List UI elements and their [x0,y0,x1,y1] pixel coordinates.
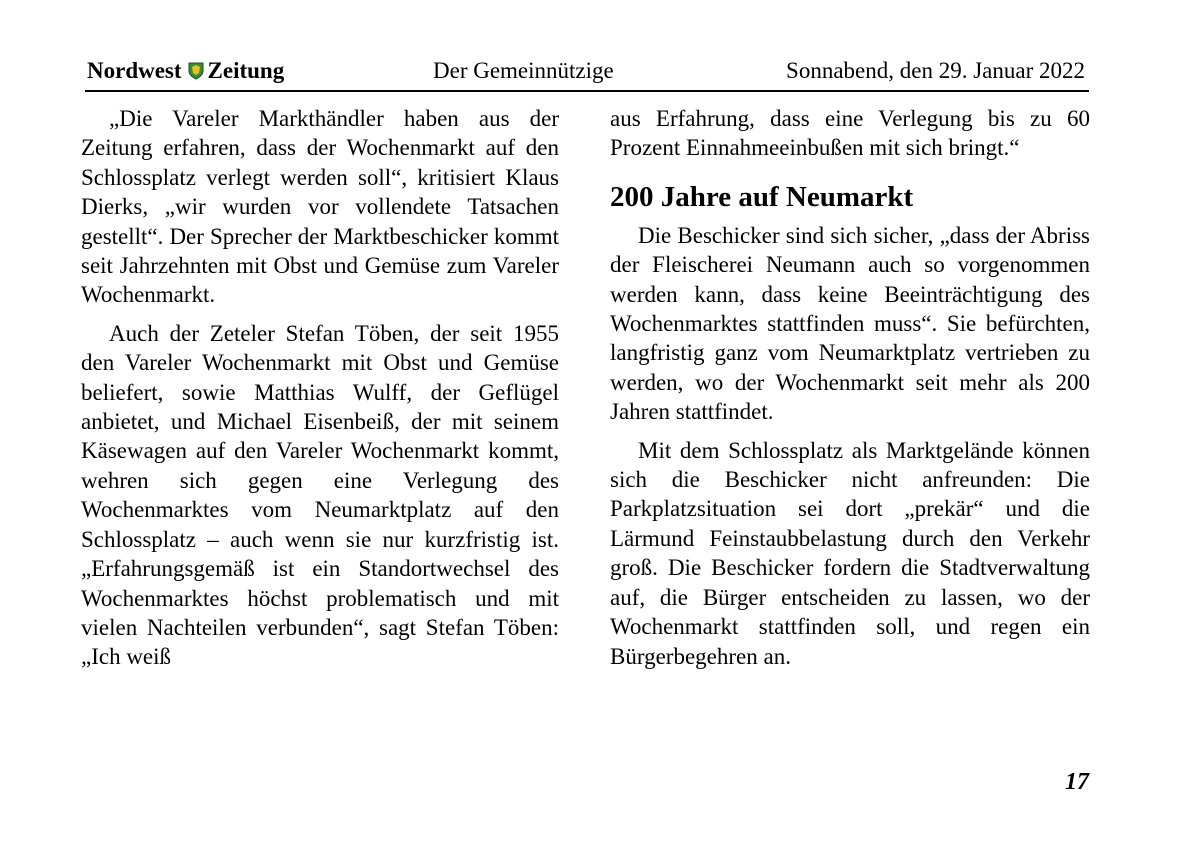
masthead [87,58,284,84]
paragraph-1: „Die Vareler Markthändler haben aus der Zeitung erfahren, dass der Wochenmarkt auf den Schlossplatz verlegt werden soll“, kritisiert Klaus Dierks, „wir wurden vor vollendete Tatsachen gestellt“. Der Sprecher der Marktbeschicker kommt seit Jahrzehnten mit Obst und Gemüse zum Vareler Wochenmarkt. [81,106,559,308]
left-column [81,104,559,681]
masthead-right: Zeitung [207,58,285,83]
coat-of-arms-icon [188,62,204,80]
paragraph-continuation: aus Erfahrung, dass eine Verlegung bis zu 60 Prozent Einnahmeeinbußen mit sich bringt.“ [610,106,1090,161]
issue-date: Sonnabend, den 29. Januar 2022 [786,58,1085,83]
page-header [85,56,1089,92]
section-title: Der Gemeinnützige [433,58,614,83]
subheading: 200 Jahre auf Neumarkt [610,180,914,213]
right-column [610,104,1090,680]
page-number: 17 [1065,769,1089,795]
paragraph-2: Auch der Zeteler Stefan Töben, der seit 1955 den Vareler Wochenmarkt mit Obst und Gemüse beliefert, sowie Matthias Wulff, der Geflügel anbietet, und Michael Eisenbeiß, der mit seinem Käsewagen auf den Vareler Wochenmarkt kommt, wehren sich gegen eine Verlegung des Wochenmarktes vom Neumarktplatz auf den Schlossplatz – auch wenn sie nur kurzfristig ist. „Erfahrungsgemäß ist ein Standortwechsel des Wochenmarktes höchst problematisch und mit vielen Nachteilen verbunden“, sagt Stefan Töben: „Ich weiß [81,320,559,670]
masthead-left: Nordwest [87,58,182,83]
paragraph-3: Die Beschicker sind sich sicher, „dass der Abriss der Fleischerei Neumann auch so vorgenommen werden kann, dass keine Beeinträchtigung des Wochenmarktes stattfinden muss“. Sie befürchten, langfristig ganz vom Neumarktplatz vertrieben zu werden, wo der Wochenmarkt seit mehr als 200 Jahren stattfindet. [610,222,1090,425]
paragraph-4: Mit dem Schlossplatz als Marktgelände können sich die Beschicker nicht anfreunden: Die Parkplatzsituation sei dort „prekär“ und die Lärmund Feinstaubbelastung durch den Verkehr groß. Die Beschicker fordern die Stadtverwaltung auf, die Bürger entscheiden zu lassen, wo der Wochenmarkt stattfinden soll, und regen ein Bürgerbegehren an. [610,437,1090,669]
